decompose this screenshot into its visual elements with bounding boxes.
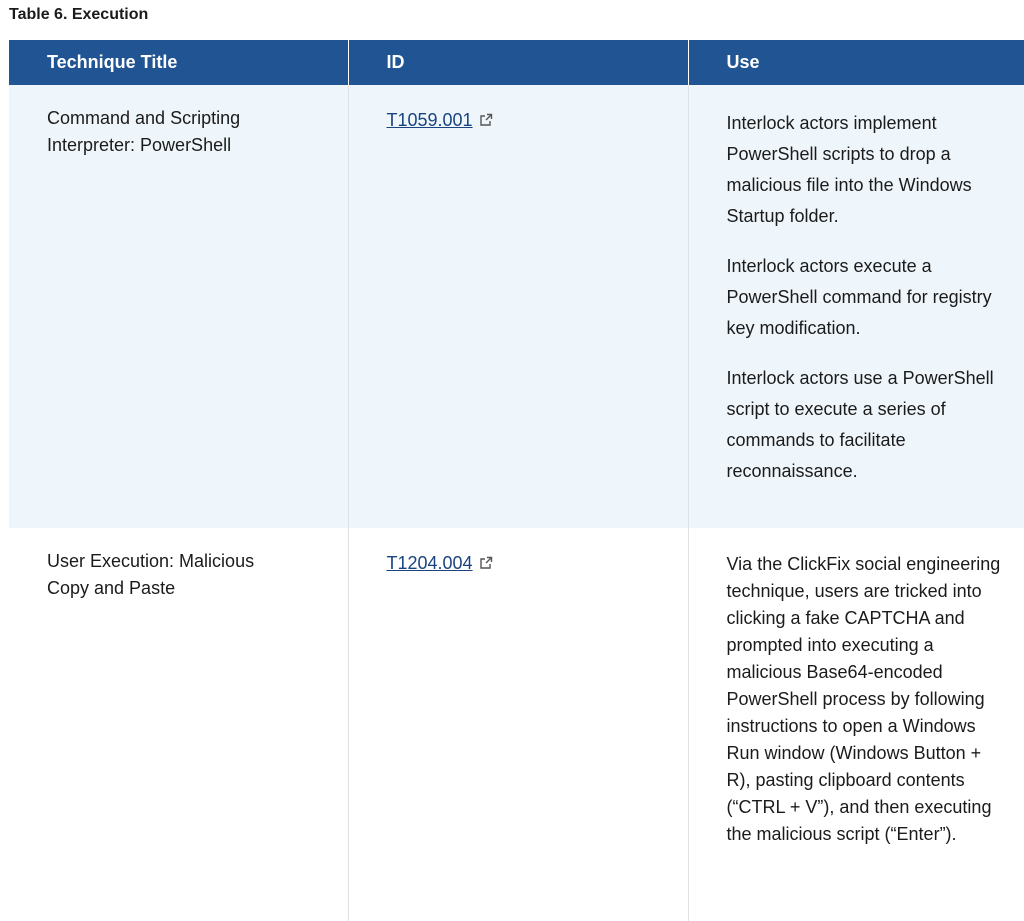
- use-paragraph: Interlock actors use a PowerShell script to execute a series of commands to facilitate reconnaissance.: [726, 368, 994, 481]
- technique-title-line: Interpreter: PowerShell: [47, 135, 232, 155]
- use-paragraph: Interlock actors implement PowerShell scripts to drop a malicious file into the Windows Startup folder.: [726, 113, 972, 226]
- table-header: [9, 40, 1024, 85]
- technique-title-line: Command and Scripting: [47, 108, 241, 128]
- use-paragraph: Via the ClickFix social engineering technique, users are tricked into clicking a fake CAPTCHA and prompted into executing a malicious Base64-encoded PowerShell process by following instructions to open a Windows Run window (Windows Button + R), pasting clipboard contents (“CTRL + V”), and then executing the malicious script (“Enter”).: [726, 554, 1001, 844]
- header-use: Use: [688, 40, 1024, 85]
- technique-id-link[interactable]: T1204.004: [386, 553, 473, 573]
- execution-table: [9, 40, 1024, 921]
- external-link-icon[interactable]: [479, 108, 493, 122]
- technique-title-cell: [9, 528, 348, 921]
- header-technique-title: Technique Title: [9, 40, 348, 85]
- technique-id-cell: [348, 528, 688, 921]
- technique-title-cell: [9, 85, 348, 528]
- table-row: [9, 528, 1024, 921]
- external-link-icon[interactable]: [479, 551, 493, 565]
- table-row: [9, 85, 1024, 528]
- technique-use-cell: [688, 85, 1024, 528]
- technique-id-link[interactable]: T1059.001: [386, 110, 473, 130]
- technique-title-line: User Execution: Malicious: [47, 551, 255, 571]
- technique-id-cell: [348, 85, 688, 528]
- technique-title-line: Copy and Paste: [47, 578, 176, 598]
- table-caption: Table 6. Execution: [9, 6, 149, 23]
- use-paragraph: Interlock actors execute a PowerShell command for registry key modification.: [726, 256, 992, 338]
- header-id: ID: [348, 40, 688, 85]
- technique-use-cell: [688, 528, 1024, 921]
